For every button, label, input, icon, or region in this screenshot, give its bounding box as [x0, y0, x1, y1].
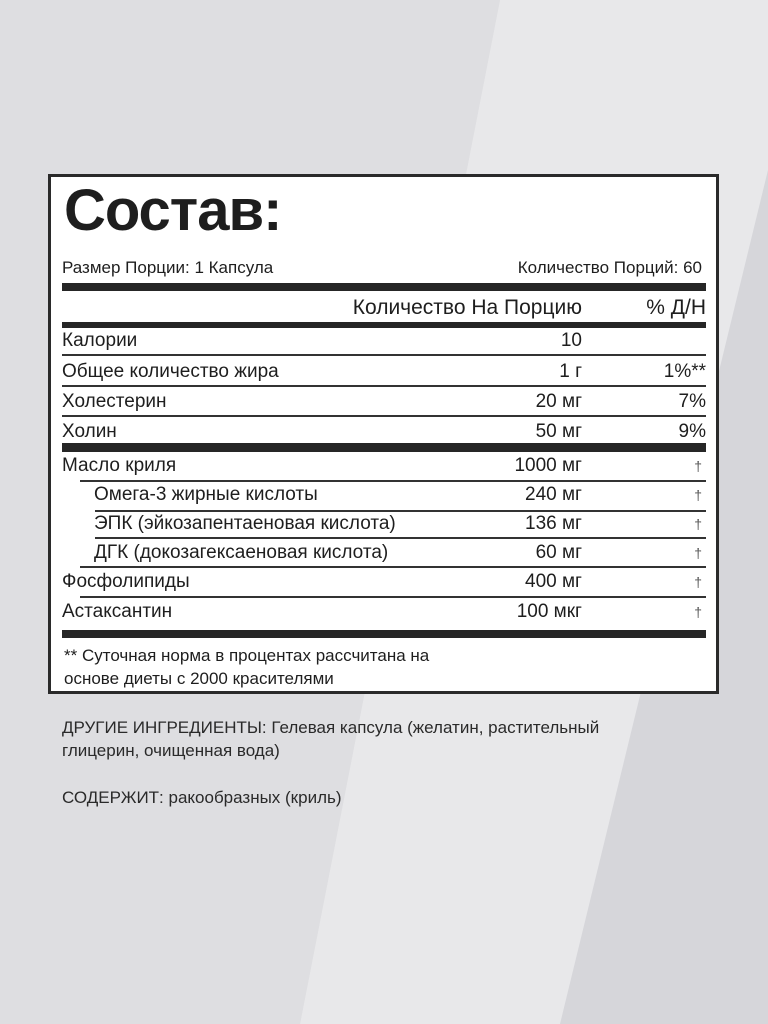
nutrient-dv: 1%**: [663, 361, 706, 382]
nutrient-dv: 9%: [678, 421, 706, 442]
nutrient-name: Холестерин: [62, 391, 167, 412]
nutrient-amount: 10: [560, 330, 582, 351]
row-divider: [80, 596, 706, 598]
row-divider: [62, 385, 706, 387]
nutrient-amount: 60 мг: [535, 542, 582, 563]
nutrient-dv: †: [694, 458, 702, 474]
epa-label: ЭПК (эйкозапентаеновая кислота): [94, 513, 396, 534]
nutrient-dv: †: [694, 574, 702, 590]
nutrient-name: Масло криля: [62, 455, 177, 476]
page-title: Состав:: [64, 178, 282, 243]
serving-size: Размер Порции: 1 Капсула: [62, 258, 274, 277]
nutrient-dv: †: [694, 604, 702, 620]
row-divider: [80, 566, 706, 568]
nutrient-amount: 50 мг: [535, 421, 582, 442]
column-dv: % Д/Н: [646, 296, 706, 319]
servings-count: Количество Порций: 60: [517, 258, 702, 277]
nutrient-amount: 100 мкг: [516, 601, 582, 622]
nutrient-name: Астаксантин: [62, 601, 173, 622]
nutrient-amount: 1000 мг: [514, 455, 582, 476]
nutrient-amount: 136 мг: [525, 513, 582, 534]
nutrient-name: Общее количество жира: [62, 361, 279, 382]
footnote: основе диеты с 2000 красителями: [64, 669, 334, 688]
nutrient-dv: †: [694, 516, 702, 532]
nutrient-name: ДГК (докозагексаеновая кислота): [94, 542, 389, 563]
row-divider: [95, 510, 706, 512]
footnote: ** Суточная норма в процентах рассчитана на: [64, 646, 430, 665]
contains-allergens: СОДЕРЖИТ: ракообразных (криль): [62, 788, 342, 807]
nutrient-amount: 240 мг: [525, 484, 582, 505]
nutrient-name: Фосфолипиды: [62, 571, 190, 592]
nutrient-dv: †: [694, 545, 702, 561]
divider: [62, 630, 706, 638]
nutrient-amount: 400 мг: [525, 571, 582, 592]
nutrient-dv: †: [694, 487, 702, 503]
nutrient-name: Холин: [62, 421, 117, 442]
other-ingredients-cont: глицерин, очищенная вода): [62, 741, 280, 760]
nutrient-dv: 7%: [678, 391, 706, 412]
nutrient-amount: 20 мг: [535, 391, 582, 412]
row-divider: [80, 480, 706, 482]
nutrient-name: Омега-3 жирные кислоты: [94, 484, 318, 505]
divider: [62, 322, 706, 328]
nutrient-name: Калории: [62, 330, 138, 351]
nutrient-amount: 1 г: [559, 361, 582, 382]
other-ingredients: ДРУГИЕ ИНГРЕДИЕНТЫ: Гелевая капсула (желатин, растительный: [62, 718, 600, 737]
divider: [62, 283, 706, 291]
column-amount: Количество На Порцию: [352, 296, 582, 319]
row-divider: [95, 537, 706, 539]
row-divider: [62, 354, 706, 356]
divider: [62, 443, 706, 452]
row-divider: [62, 415, 706, 417]
